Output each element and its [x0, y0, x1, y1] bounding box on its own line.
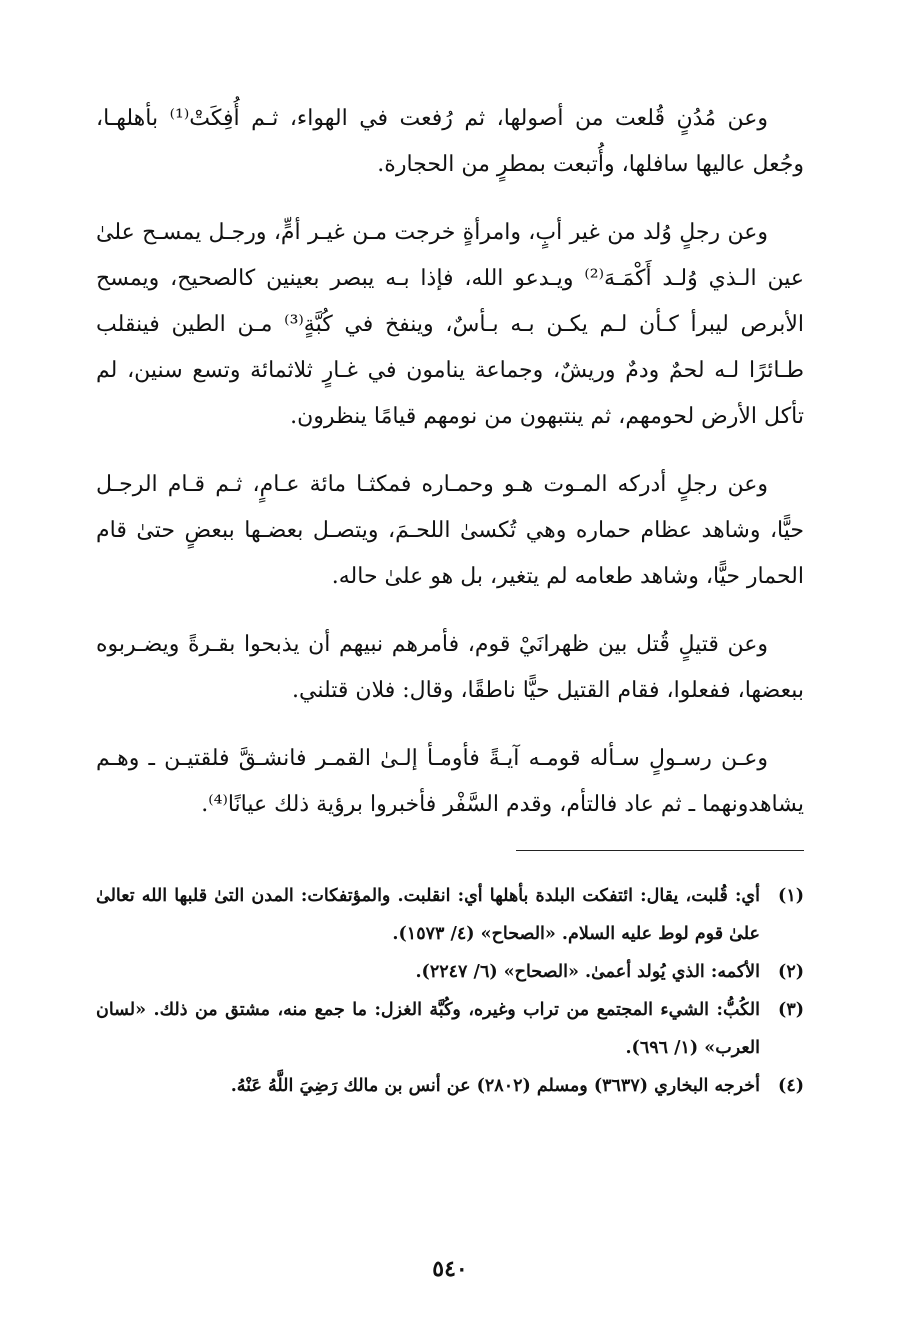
footnote-2: [96, 953, 804, 991]
paragraph-2: وعن رجلٍ وُلد من غير أبٍ، وامرأةٍ خرجت مـن غيـر أمٍّ، ورجـل يمسـح علىٰ عين الـذي وُلـد أَكْمَـهَ⁽²⁾ ويـدعو الله، فإذا بـه يبصر بعينين كالصحيح، ويمسح الأبرص ليبرأ كـأن لـم يكـن بـه بـأسٌ، وينفخ في كُبَّةٍ⁽³⁾ مـن الطين فينقلب طـائرًا لـه لحمٌ ودمٌ وريشٌ، وجماعة ينامون في غـارٍ ثلاثمائة وتسع سنين، لم تأكل الأرض لحومهم، ثم ينتبهون من نومهم قيامًا ينظرون.: [96, 220, 804, 429]
footnote-number: (٢): [778, 962, 804, 982]
footnote-1: [96, 877, 804, 953]
footnote-3: [96, 991, 804, 1067]
body-text: [96, 96, 804, 828]
footnote-number: (٣): [778, 1000, 804, 1020]
page-number: ٥٤٠: [432, 1256, 468, 1282]
footnote-number: (٤): [778, 1076, 804, 1096]
footnote-text: أي: قُلبت، يقال: ائتفكت البلدة بأهلها أي: انقلبت. والمؤتفكات: المدن التىٰ قلبها الله تعالىٰ علىٰ قوم لوط عليه السلام. «الصحاح» (٤/ ١٥٧٣).: [96, 886, 760, 944]
footnote-number: (١): [778, 886, 804, 906]
paragraph-5: وعـن رسـولٍ سـأله قومـه آيـةً فأومـأ إلـىٰ القمـر فانشـقَّ فلقتيـن ـ وهـم يشاهدونهما ـ ثم عاد فالتأم، وقدم السَّفْر فأخبروا برؤية ذلك عيانًا⁽⁴⁾.: [96, 746, 804, 817]
paragraph-1: وعن مُدُنٍ قُلعت من أصولها، ثم رُفعت في الهواء، ثـم أُفِكَتْ⁽¹⁾ بأهلهـا، وجُعل عاليها سافلها، وأُتبعت بمطرٍ من الحجارة.: [96, 106, 804, 177]
paragraph-3: وعن رجلٍ أدركه المـوت هـو وحمـاره فمكثـا مائة عـامٍ، ثـم قـام الرجـل حيًّا، وشاهد عظام حماره وهي تُكسىٰ اللحـمَ، ويتصـل بعضـها ببعضٍ حتىٰ قام الحمار حيًّا، وشاهد طعامه لم يتغير، بل هو علىٰ حاله.: [96, 472, 804, 589]
page: [96, 96, 804, 1319]
footnote-text: الكُبُّ: الشيء المجتمع من تراب وغيره، وكُبَّة الغزل: ما جمع منه، مشتق من ذلك. «لسان العرب» (١/ ٦٩٦).: [96, 1000, 760, 1058]
footnote-text: أخرجه البخاري (٣٦٣٧) ومسلم (٢٨٠٢) عن أنس بن مالك رَضِيَ اللَّهُ عَنْهُ.: [230, 1076, 760, 1096]
footnote-4: [96, 1067, 804, 1105]
footnote-text: الأكمه: الذي يُولد أعمىٰ. «الصحاح» (٦/ ٢٢٤٧).: [415, 962, 760, 982]
paragraph-4: وعن قتيلٍ قُتل بين ظهرانَيْ قوم، فأمرهم نبيهم أن يذبحوا بقـرةً ويضـربوه ببعضها، ففعلوا، فقام القتيل حيًّا ناطقًا، وقال: فلان قتلني.: [96, 632, 804, 703]
footnotes: [96, 877, 804, 1105]
footnote-separator: [516, 850, 804, 851]
